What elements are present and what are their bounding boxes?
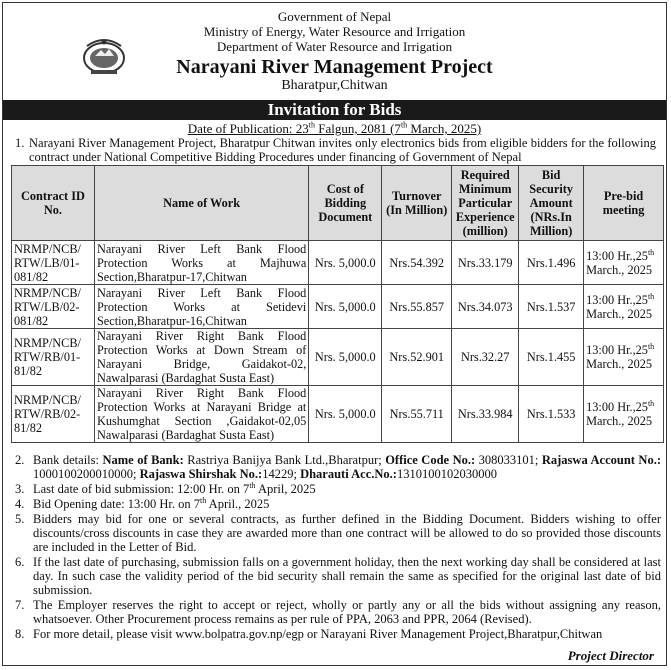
- prebid-cell: 13:00 Hr.,25th March., 2025: [584, 285, 664, 329]
- work-cell: Narayani River Left Bank Flood Protection Works at Majhuwa Section,Bharatpur-17,Chitwan: [94, 241, 308, 285]
- table-row: [12, 329, 664, 386]
- table-row: [12, 285, 664, 329]
- header: [3, 9, 666, 94]
- turnover-cell: Nrs.52.901: [382, 329, 452, 386]
- cost-cell: Nrs. 5,000.0: [309, 285, 382, 329]
- notes-list: [11, 453, 661, 642]
- ministry-line: Ministry of Energy, Water Resource and Irrigation: [203, 24, 466, 39]
- turnover-cell: Nrs.55.711: [382, 386, 452, 443]
- prebid-cell: 13:00 Hr.,25th March., 2025: [584, 329, 664, 386]
- cost-cell: Nrs. 5,000.0: [309, 386, 382, 443]
- invitation-banner: Invitation for Bids: [3, 100, 666, 120]
- col-header-prebid: Pre-bid meeting: [584, 166, 664, 241]
- work-cell: Narayani River Right Bank Flood Protection Works at Narayani Bridge at Kushumghat Section ,Gaidakot-02,05 Nawalparasi (Bardaghat Susta East): [94, 386, 308, 443]
- cost-cell: Nrs. 5,000.0: [309, 329, 382, 386]
- note-bank-details: 2. Bank details: Name of Bank: Rastriya Banijya Bank Ltd.,Bharatpur; Office Code No.: 308033101; Rajaswa Account No.: 1000100200010000; Rajaswa Shirshak No.:14229; Dharauti Acc.No.:1310100102030000: [15, 453, 661, 481]
- table-header-row: [12, 166, 664, 241]
- table-row: [12, 241, 664, 285]
- project-location: Bharatpur,Chitwan: [281, 78, 388, 93]
- contract-id-cell: NRMP/NCB/ RTW/LB/02-081/82: [12, 285, 95, 329]
- experience-cell: Nrs.33.179: [452, 241, 519, 285]
- project-title: Narayani River Management Project: [176, 56, 493, 78]
- govt-line: Government of Nepal: [277, 9, 392, 24]
- publication-date: Date of Publication: 23th Falgun, 2081 (7th March, 2025): [187, 120, 482, 136]
- col-header-name-of-work: Name of Work: [94, 166, 308, 241]
- contract-id-cell: NRMP/NCB/ RTW/RB/01-81/82: [12, 329, 95, 386]
- security-cell: Nrs.1.533: [519, 386, 584, 443]
- security-cell: Nrs.1.537: [519, 285, 584, 329]
- note-holiday: 6. If the last date of purchasing, submission falls on a government holiday, then the next working day shall be considered at last day. In such case the validity period of the bid security shall remain the same as specified for the original last date of bid submission.: [15, 555, 661, 597]
- experience-cell: Nrs.32.27: [452, 329, 519, 386]
- contract-id-cell: NRMP/NCB/ RTW/LB/01-081/82: [12, 241, 95, 285]
- prebid-cell: 13:00 Hr.,25th March., 2025: [584, 241, 664, 285]
- work-cell: Narayani River Left Bank Flood Protection Works at Setidevi Section,Bharatpur-16,Chitwan: [94, 285, 308, 329]
- security-cell: Nrs.1.496: [519, 241, 584, 285]
- note-bid-opening: 4. Bid Opening date: 13:00 Hr. on 7th April., 2025: [15, 495, 270, 511]
- note-last-submission: 3. Last date of bid submission: 12:00 Hr. on 7th April, 2025: [15, 480, 316, 496]
- col-header-turnover: Turnover (In Million): [382, 166, 452, 241]
- experience-cell: Nrs.33.984: [452, 386, 519, 443]
- notice-page: [2, 2, 667, 666]
- work-cell: Narayani River Right Bank Flood Protection Works at Down Stream of Narayani Bridge, Gaidakot-02, Nawalparasi (Bardaghat Susta East): [94, 329, 308, 386]
- cost-cell: Nrs. 5,000.0: [309, 241, 382, 285]
- department-line: Department of Water Resource and Irrigation: [216, 39, 453, 54]
- col-header-contract-id: Contract ID No.: [12, 166, 95, 241]
- turnover-cell: Nrs.54.392: [382, 241, 452, 285]
- bids-table: [11, 165, 664, 443]
- col-header-security: Bid Security Amount (NRs.In Million): [519, 166, 584, 241]
- col-header-cost: Cost of Bidding Document: [309, 166, 382, 241]
- experience-cell: Nrs.34.073: [452, 285, 519, 329]
- signature-title: Project Director: [567, 648, 654, 663]
- security-cell: Nrs.1.455: [519, 329, 584, 386]
- turnover-cell: Nrs.55.857: [382, 285, 452, 329]
- note-multiple-contracts: 5. Bidders may bid for one or several contracts, as further defined in the Bidding Document. Bidders wishing to offer discounts/cross discounts in case they are awarded more than one contract will be allowed to do so provided those discounts are included in the Letter of Bid.: [15, 512, 661, 554]
- note-employer-rights: 7. The Employer reserves the right to accept or reject, wholly or partly any or all the bids without assigning any reason, whatsoever. Other Procurement process remains as per rule of PPA, 2063 and PPR, 2064 (Revised).: [15, 598, 661, 626]
- prebid-cell: 13:00 Hr.,25th March., 2025: [584, 386, 664, 443]
- col-header-experience: Required Minimum Particular Experience (million): [452, 166, 519, 241]
- note-more-detail: 8. For more detail, please visit www.bolpatra.gov.np/egp or Narayani River Management Project,Bharatpur,Chitwan: [15, 627, 603, 641]
- contract-id-cell: NRMP/NCB/ RTW/RB/02-81/82: [12, 386, 95, 443]
- table-row: [12, 386, 664, 443]
- intro-paragraph: 1. Narayani River Management Project, Bharatpur Chitwan invites only electronics bids from eligible bidders for the following contract under National Competitive Bidding Procedures under financing of Government of Nepal: [15, 136, 656, 164]
